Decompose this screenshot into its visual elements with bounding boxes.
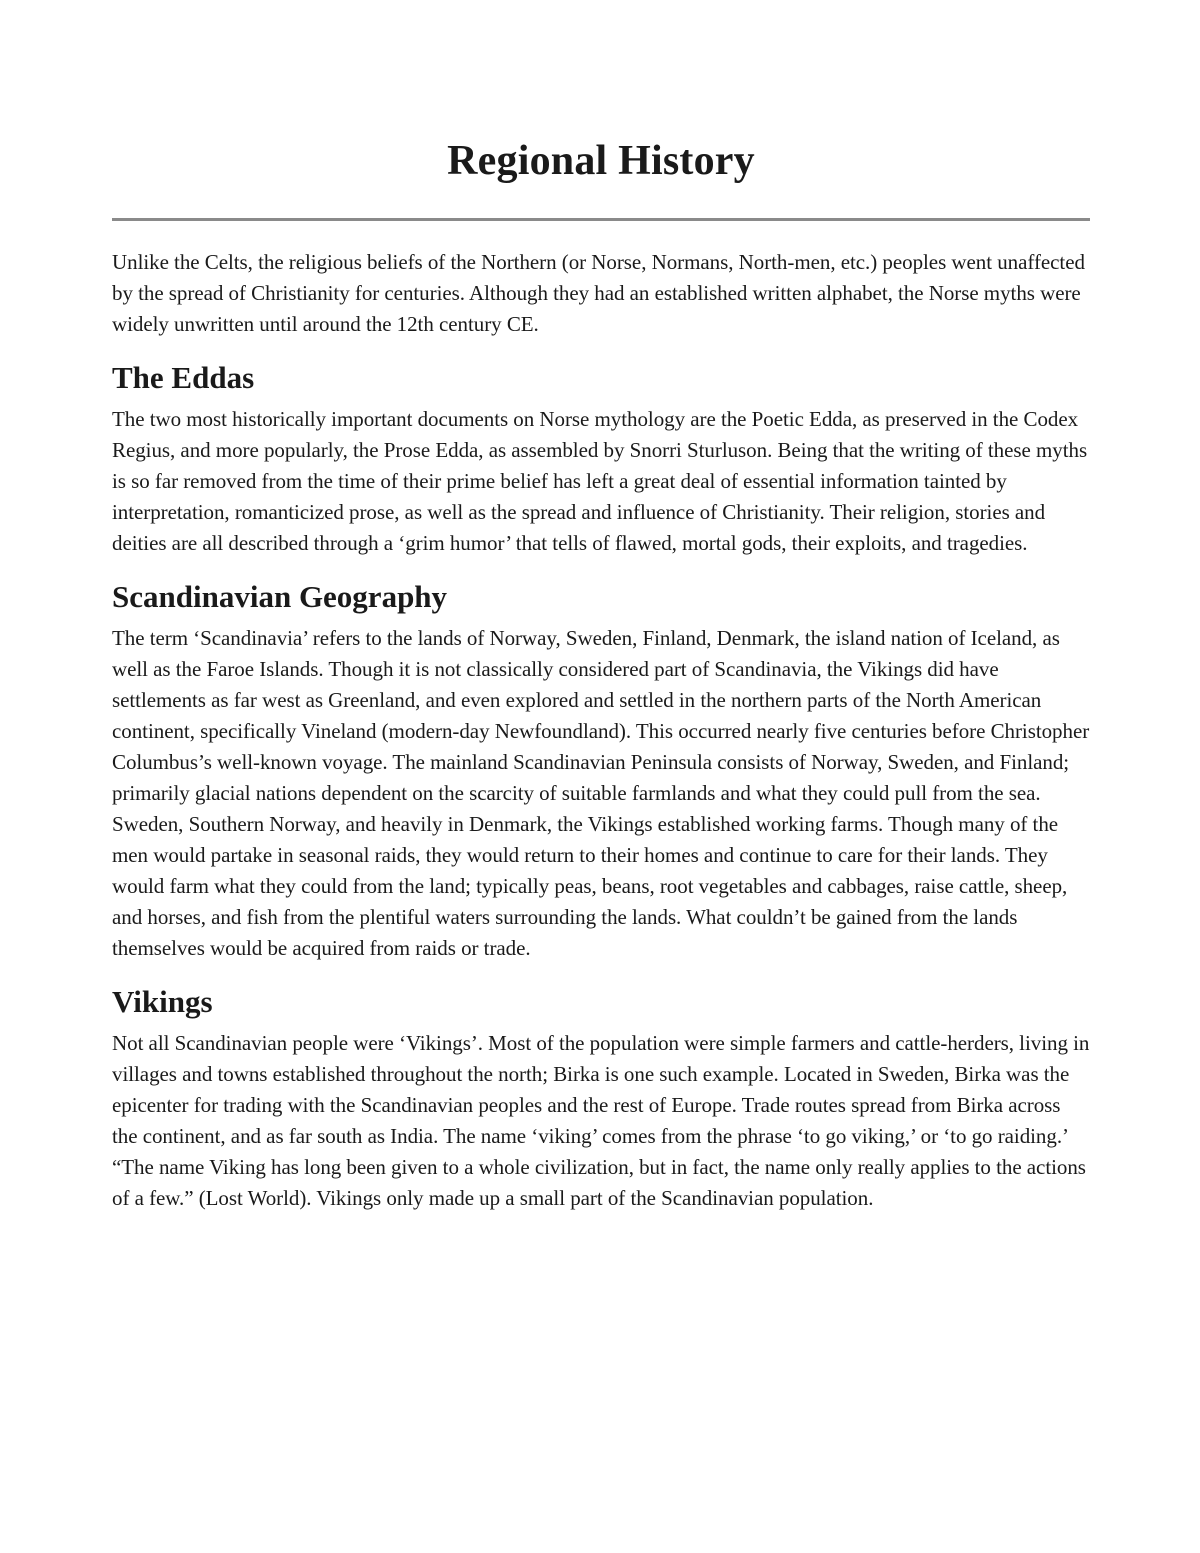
title-divider bbox=[112, 218, 1090, 221]
section-heading-geography: Scandinavian Geography bbox=[112, 579, 448, 614]
section-body-vikings: Not all Scandinavian people were ‘Vikings’. Most of the population were simple farmers and cattle-herders, living in villages and towns established throughout the north; Birka is one such example. Located in Sweden, Birka was the epicenter for trading with the Scandinavian peoples and the rest of Europe. Trade routes spread from Birka across the continent, and as far south as India. The name ‘viking’ comes from the phrase ‘to go viking,’ or ‘to go raiding.’ “The name Viking has long been given to a whole civilization, but in fact, the name only really applies to the actions of a few.” (Lost World). Vikings only made up a small part of the Scandinavian population. bbox=[112, 1031, 1090, 1210]
intro-paragraph: Unlike the Celts, the religious beliefs of the Northern (or Norse, Normans, North-men, etc.) peoples went unaffected by the spread of Christianity for centuries. Although they had an established written alphabet, the Norse myths were widely unwritten until around the 12th century CE. bbox=[112, 250, 1085, 336]
document-page bbox=[112, 130, 1090, 1214]
page-title: Regional History bbox=[447, 138, 755, 184]
section-body-eddas: The two most historically important documents on Norse mythology are the Poetic Edda, as preserved in the Codex Regius, and more popularly, the Prose Edda, as assembled by Snorri Sturluson. Being that the writing of these myths is so far removed from the time of their prime belief has left a great deal of essential information tainted by interpretation, romanticized prose, as well as the spread and influence of Christianity. Their religion, stories and deities are all described through a ‘grim humor’ that tells of flawed, mortal gods, their exploits, and tragedies. bbox=[112, 407, 1088, 555]
section-heading-eddas: The Eddas bbox=[112, 360, 255, 395]
section-body-geography: The term ‘Scandinavia’ refers to the lands of Norway, Sweden, Finland, Denmark, the island nation of Iceland, as well as the Faroe Islands. Though it is not classically considered part of Scandinavia, the Vikings did have settlements as far west as Greenland, and even explored and settled in the northern parts of the North American continent, specifically Vineland (modern-day Newfoundland). This occurred nearly five centuries before Christopher Columbus’s well-known voyage. The mainland Scandinavian Peninsula consists of Norway, Sweden, and Finland; primarily glacial nations dependent on the scarcity of suitable farmlands and what they could pull from the sea. Sweden, Southern Norway, and heavily in Denmark, the Vikings established working farms. Though many of the men would partake in seasonal raids, they would return to their homes and continue to care for their lands. They would farm what they could from the land; typically peas, beans, root vegetables and cabbages, raise cattle, sheep, and horses, and fish from the plentiful waters surrounding the lands. What couldn’t be gained from the lands themselves would be acquired from raids or trade. bbox=[112, 626, 1090, 960]
section-heading-vikings: Vikings bbox=[112, 984, 213, 1019]
